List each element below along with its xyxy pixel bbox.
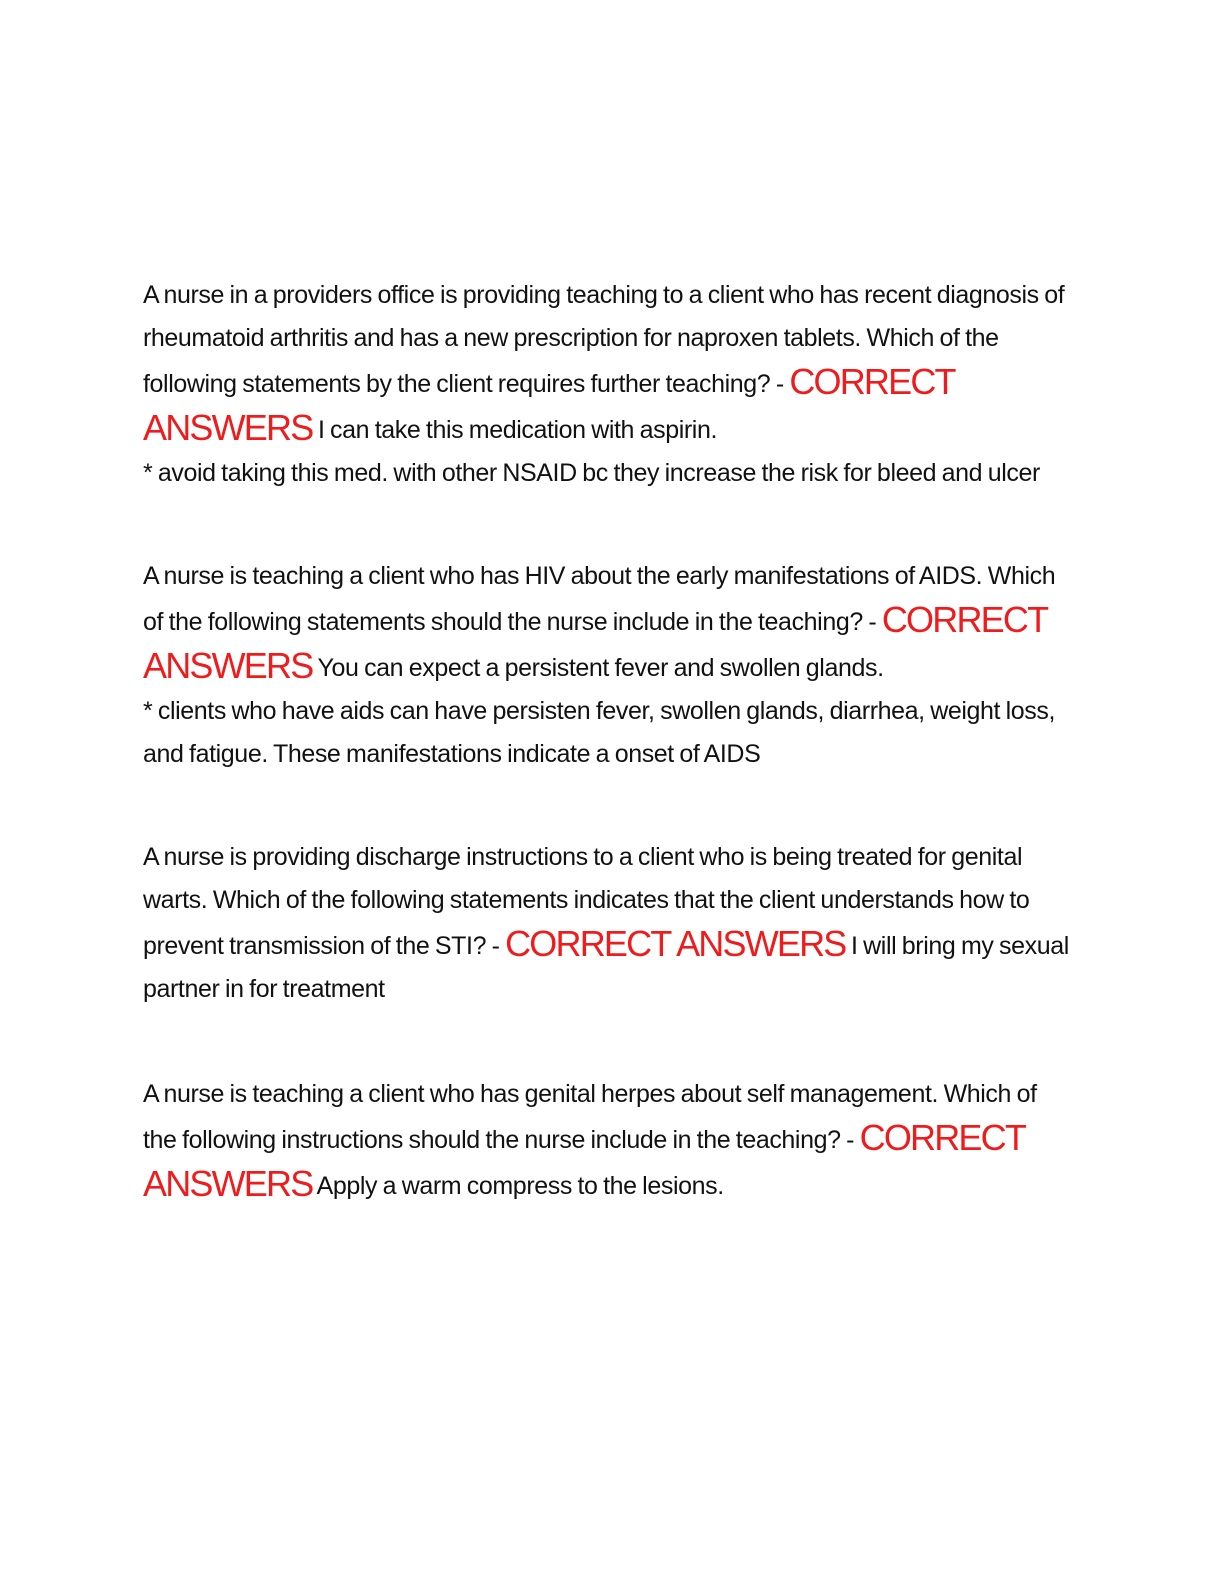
correct-answers-label: CORRECT ANSWERS [505,923,846,964]
qa-paragraph [143,836,1073,1011]
answer-text: You can expect a persistent fever and swollen glands. [317,654,884,682]
correct-answers-label: CORRECT ANSWERS [143,599,1047,686]
question-text: A nurse is teaching a client who has HIV about the early manifestations of AIDS. Which of the following statements should the nurse include in the teaching? - [143,562,1056,636]
spacer [143,1011,1073,1073]
answer-text: I will bring my sexual partner in for treatment [143,932,1069,1003]
rationale-note: * avoid taking this med. with other NSAID bc they increase the risk for bleed and ulcer [143,459,1040,487]
rationale-note: * clients who have aids can have persisten fever, swollen glands, diarrhea, weight loss, and fatigue. These manifestations indicate a onset of AIDS [143,697,1056,768]
spacer [143,776,1073,836]
qa-item-1 [143,274,1073,495]
qa-paragraph [143,555,1073,690]
question-text: A nurse in a providers office is providing teaching to a client who has recent diagnosis of rheumatoid arthritis and has a new prescription for naproxen tablets. Which of the following statements by the client requires further teaching? - [143,281,1065,398]
question-text: A nurse is teaching a client who has genital herpes about self management. Which of the following instructions should the nurse include in the teaching? - [143,1080,1037,1154]
spacer [143,495,1073,555]
document-body [143,274,1073,1208]
qa-item-2 [143,555,1073,776]
answer-text: Apply a warm compress to the lesions. [316,1172,724,1200]
qa-paragraph [143,1073,1073,1208]
correct-answers-label: CORRECT ANSWERS [143,1117,1025,1204]
qa-item-4 [143,1073,1073,1208]
qa-paragraph [143,274,1073,452]
question-text: A nurse is providing discharge instructions to a client who is being treated for genital warts. Which of the following statements indicates that the client understands how to prevent transmission of the STI? - [143,843,1030,960]
answer-text: I can take this medication with aspirin. [317,416,718,444]
correct-answers-label: CORRECT ANSWERS [143,361,955,448]
qa-item-3 [143,836,1073,1011]
